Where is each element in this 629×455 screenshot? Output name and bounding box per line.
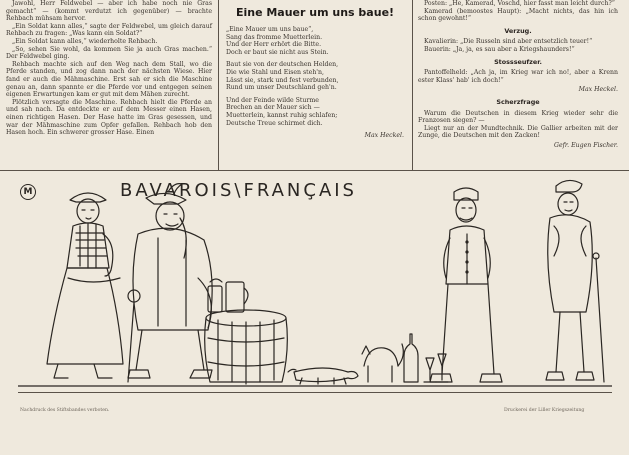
paragraph: Rehbach machte sich auf den Weg nach dem Stall, wo die Pferde standen, und zog dann nach der nächsten Wiese. Hier fand er auch die Mähmaschine. Erst sah er sich die Maschine genau an, dann spannte er die Pferde vor und entgegen seinen eigenen Erwartungen kam er gut mit dem Mähen zurecht. xyxy=(6,60,212,99)
dialog-line: Liegt nur an der Mundtechnik. Die Gallier arbeiten mit der Zunge, die Deutschen mit den Zacken! xyxy=(418,124,618,140)
poem-column xyxy=(226,0,404,140)
poem-line: Und der Feinde wilde Sturme xyxy=(226,96,319,104)
dialog-line: Warum die Deutschen in diesem Krieg wieder sehr die Franzosen siegen? — xyxy=(418,109,618,125)
printer-credit: Druckerei der Liller Kriegszeitung xyxy=(504,408,585,413)
section-heading: Scherzfrage xyxy=(496,97,540,106)
french-officer-figure xyxy=(430,188,502,382)
section-heading: Stossseufzer. xyxy=(494,57,542,66)
poem-line: Rund um unser Deutschland geh'n. xyxy=(226,84,337,92)
cat-figure xyxy=(362,344,403,382)
cartoon-bottom-rule xyxy=(18,392,612,393)
section-signature: Gefr. Eugen Fischer. xyxy=(554,141,618,149)
cartoon-title: BAVAROIS\FRANÇAIS xyxy=(120,180,357,201)
dialog-line: Bauerin: „Ja, ja, es sau aber a Kriegshaunders!“ xyxy=(424,45,575,53)
dachshund-dog xyxy=(288,368,358,384)
poem-stanza xyxy=(226,97,404,127)
poem-line: Lässt sie, stark und fest verbunden, xyxy=(226,76,339,84)
paragraph: „Ein Soldat kann alles,“ sagte der Feldwebel, um gleich darauf Rehbach zu fragen: „Was kann ein Soldat?“ xyxy=(6,22,212,38)
paragraph: „So, sehen Sie wohl, da kommen Sie ja auch Gras machen.“ Der Feldwebel ging. xyxy=(6,45,212,61)
poem-line: Doch er baut sie nicht aus Stein. xyxy=(226,48,329,56)
bavarian-woman-figure xyxy=(47,193,123,378)
bavarian-man-figure xyxy=(128,184,212,382)
poem-line: Brechen an der Mauer sich — xyxy=(226,104,320,112)
paragraph: Jawohl, Herr Feldwebel — aber ich habe noch nie Gras gemacht“ — (kommt verdutzt ich gegenüber) — brachte Rehbach mühsam hervor. xyxy=(6,0,212,23)
beer-mug xyxy=(208,279,222,312)
poem-line: Und der Herr erhört die Bitte. xyxy=(226,41,322,49)
beer-mug xyxy=(226,282,248,312)
poem-title: Eine Mauer um uns baue! xyxy=(235,6,395,19)
french-woman-figure xyxy=(546,180,604,382)
poem-line: Die wie Stahl und Eisen steh'n, xyxy=(226,68,324,76)
poem-line: „Eine Mauer um uns baue“, xyxy=(226,26,314,33)
dialog-line: Pantoffelheld: „Ach ja, im Krieg war ich no!, aber a Krenn ester Klass' hab' ich doch!“ xyxy=(418,69,618,84)
paragraph: „Ein Soldat kann alles,“ wiederholte Rehbach. xyxy=(12,37,158,45)
paragraph: Plötzlich versagte die Maschine. Rehbach hielt die Pferde an und sah nach. Da entdeckte er auf dem Messer einen Hasen, einen richtigen Hasen. Der Hase hatte im Gras gesessen, und war der Mähmaschine zum Opfer gefallen. Rehbach hob den Hasen hoch. Ein schwerer grosser Hase. Einen xyxy=(6,98,212,137)
dialog-line: Kamerad (bemoostes Haupt): „Macht nichts, das hin ich schon gewohnt!“ xyxy=(418,7,618,23)
poem-line: Baut sie von der deutschen Helden, xyxy=(226,61,339,69)
beer-barrel xyxy=(205,310,288,384)
artist-monogram: M xyxy=(20,184,36,200)
footer-note: Nachdruck des Stiftsbandes verboten. xyxy=(20,408,110,413)
left-text-column xyxy=(6,0,212,137)
column-divider xyxy=(412,0,413,170)
dialog-line: Posten: „He, Kamerad, Voschd, hier fasst man leicht durch?“ xyxy=(424,0,615,7)
cartoon-illustration xyxy=(18,178,612,390)
poem-signature: Max Heckel. xyxy=(364,132,404,140)
column-divider xyxy=(218,0,219,170)
section-heading: Verzug. xyxy=(504,26,532,35)
poem-line: Muetterlein, kannst ruhig schlafen; xyxy=(226,111,338,119)
section-signature: Max Heckel. xyxy=(578,86,618,94)
right-text-column xyxy=(418,0,618,150)
poem-stanza xyxy=(226,26,404,56)
poem-line: Sang das fromme Muetterlein. xyxy=(226,33,323,41)
wine-bottle xyxy=(404,334,418,382)
wine-glass xyxy=(424,358,436,382)
section-divider xyxy=(0,170,629,171)
poem-line: Deutsche Treue schirmet dich. xyxy=(226,119,323,127)
poem-stanza xyxy=(226,61,404,91)
dialog-line: Kavalierin: „Die Russeln sind aber entsetzlich teuer!“ xyxy=(424,38,593,46)
